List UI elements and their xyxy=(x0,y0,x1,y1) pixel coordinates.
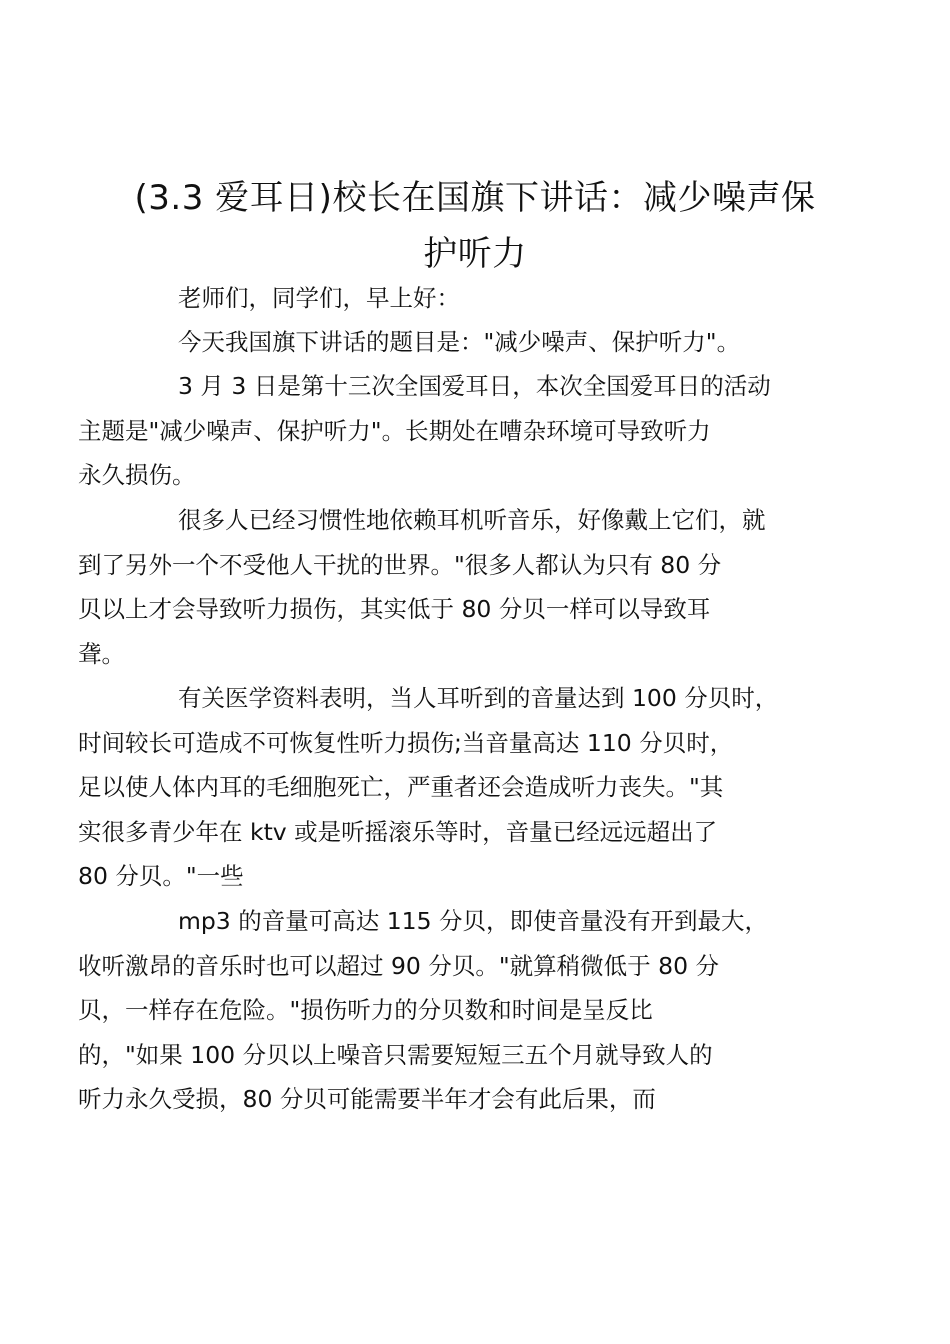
text-line: 有关医学资料表明，当人耳听到的音量达到 100 分贝时， xyxy=(178,684,779,712)
text-line: 贝，一样存在危险。"损伤听力的分贝数和时间是呈反比 xyxy=(78,996,653,1025)
text-line: 贝以上才会导致听力损伤，其实低于 80 分贝一样可以导致耳 xyxy=(78,595,711,624)
text-line: 听力永久受损，80 分贝可能需要半年才会有此后果，而 xyxy=(78,1085,656,1114)
paragraph-earphones xyxy=(78,498,766,676)
document-title xyxy=(110,170,840,282)
text-line: 80 分贝。"一些 xyxy=(78,862,244,891)
text-line: 时间较长可造成不可恢复性听力损伤;当音量高达 110 分贝时， xyxy=(78,728,734,757)
text-line: mp3 的音量可高达 115 分贝，即使音量没有开到最大， xyxy=(178,907,769,935)
text-line: 的，"如果 100 分贝以上噪音只需要短短三五个月就导致人的 xyxy=(78,1040,713,1069)
text-line: 很多人已经习惯性地依赖耳机听音乐，好像戴上它们，就 xyxy=(178,506,766,534)
title-line: 护听力 xyxy=(423,234,527,274)
title-line: (3.3 爱耳日)校长在国旗下讲话：减少噪声保 xyxy=(134,178,816,218)
text-line: 实很多青少年在 ktv 或是听摇滚乐等时，音量已经远远超出了 xyxy=(78,817,718,846)
paragraph-ear-day xyxy=(78,364,771,498)
text-line: 到了另外一个不受他人干扰的世界。"很多人都认为只有 80 分 xyxy=(78,550,722,579)
text-line: 足以使人体内耳的毛细胞死亡，严重者还会造成听力丧失。"其 xyxy=(78,773,724,802)
paragraph-mp3 xyxy=(78,899,769,1122)
text-line: 聋。 xyxy=(78,639,125,668)
text-line: 主题是"减少噪声、保护听力"。长期处在嘈杂环境可导致听力 xyxy=(78,416,711,445)
paragraph-greeting xyxy=(128,276,460,321)
text-line: 永久损伤。 xyxy=(78,461,196,490)
text-line: 老师们，同学们，早上好： xyxy=(178,284,460,312)
text-line: 收听激昂的音乐时也可以超过 90 分贝。"就算稍微低于 80 分 xyxy=(78,951,719,980)
paragraph-topic xyxy=(128,320,740,365)
paragraph-medical-data xyxy=(78,676,779,899)
text-line: 3 月 3 日是第十三次全国爱耳日，本次全国爱耳日的活动 xyxy=(178,372,771,400)
text-line: 今天我国旗下讲话的题目是："减少噪声、保护听力"。 xyxy=(178,328,741,356)
